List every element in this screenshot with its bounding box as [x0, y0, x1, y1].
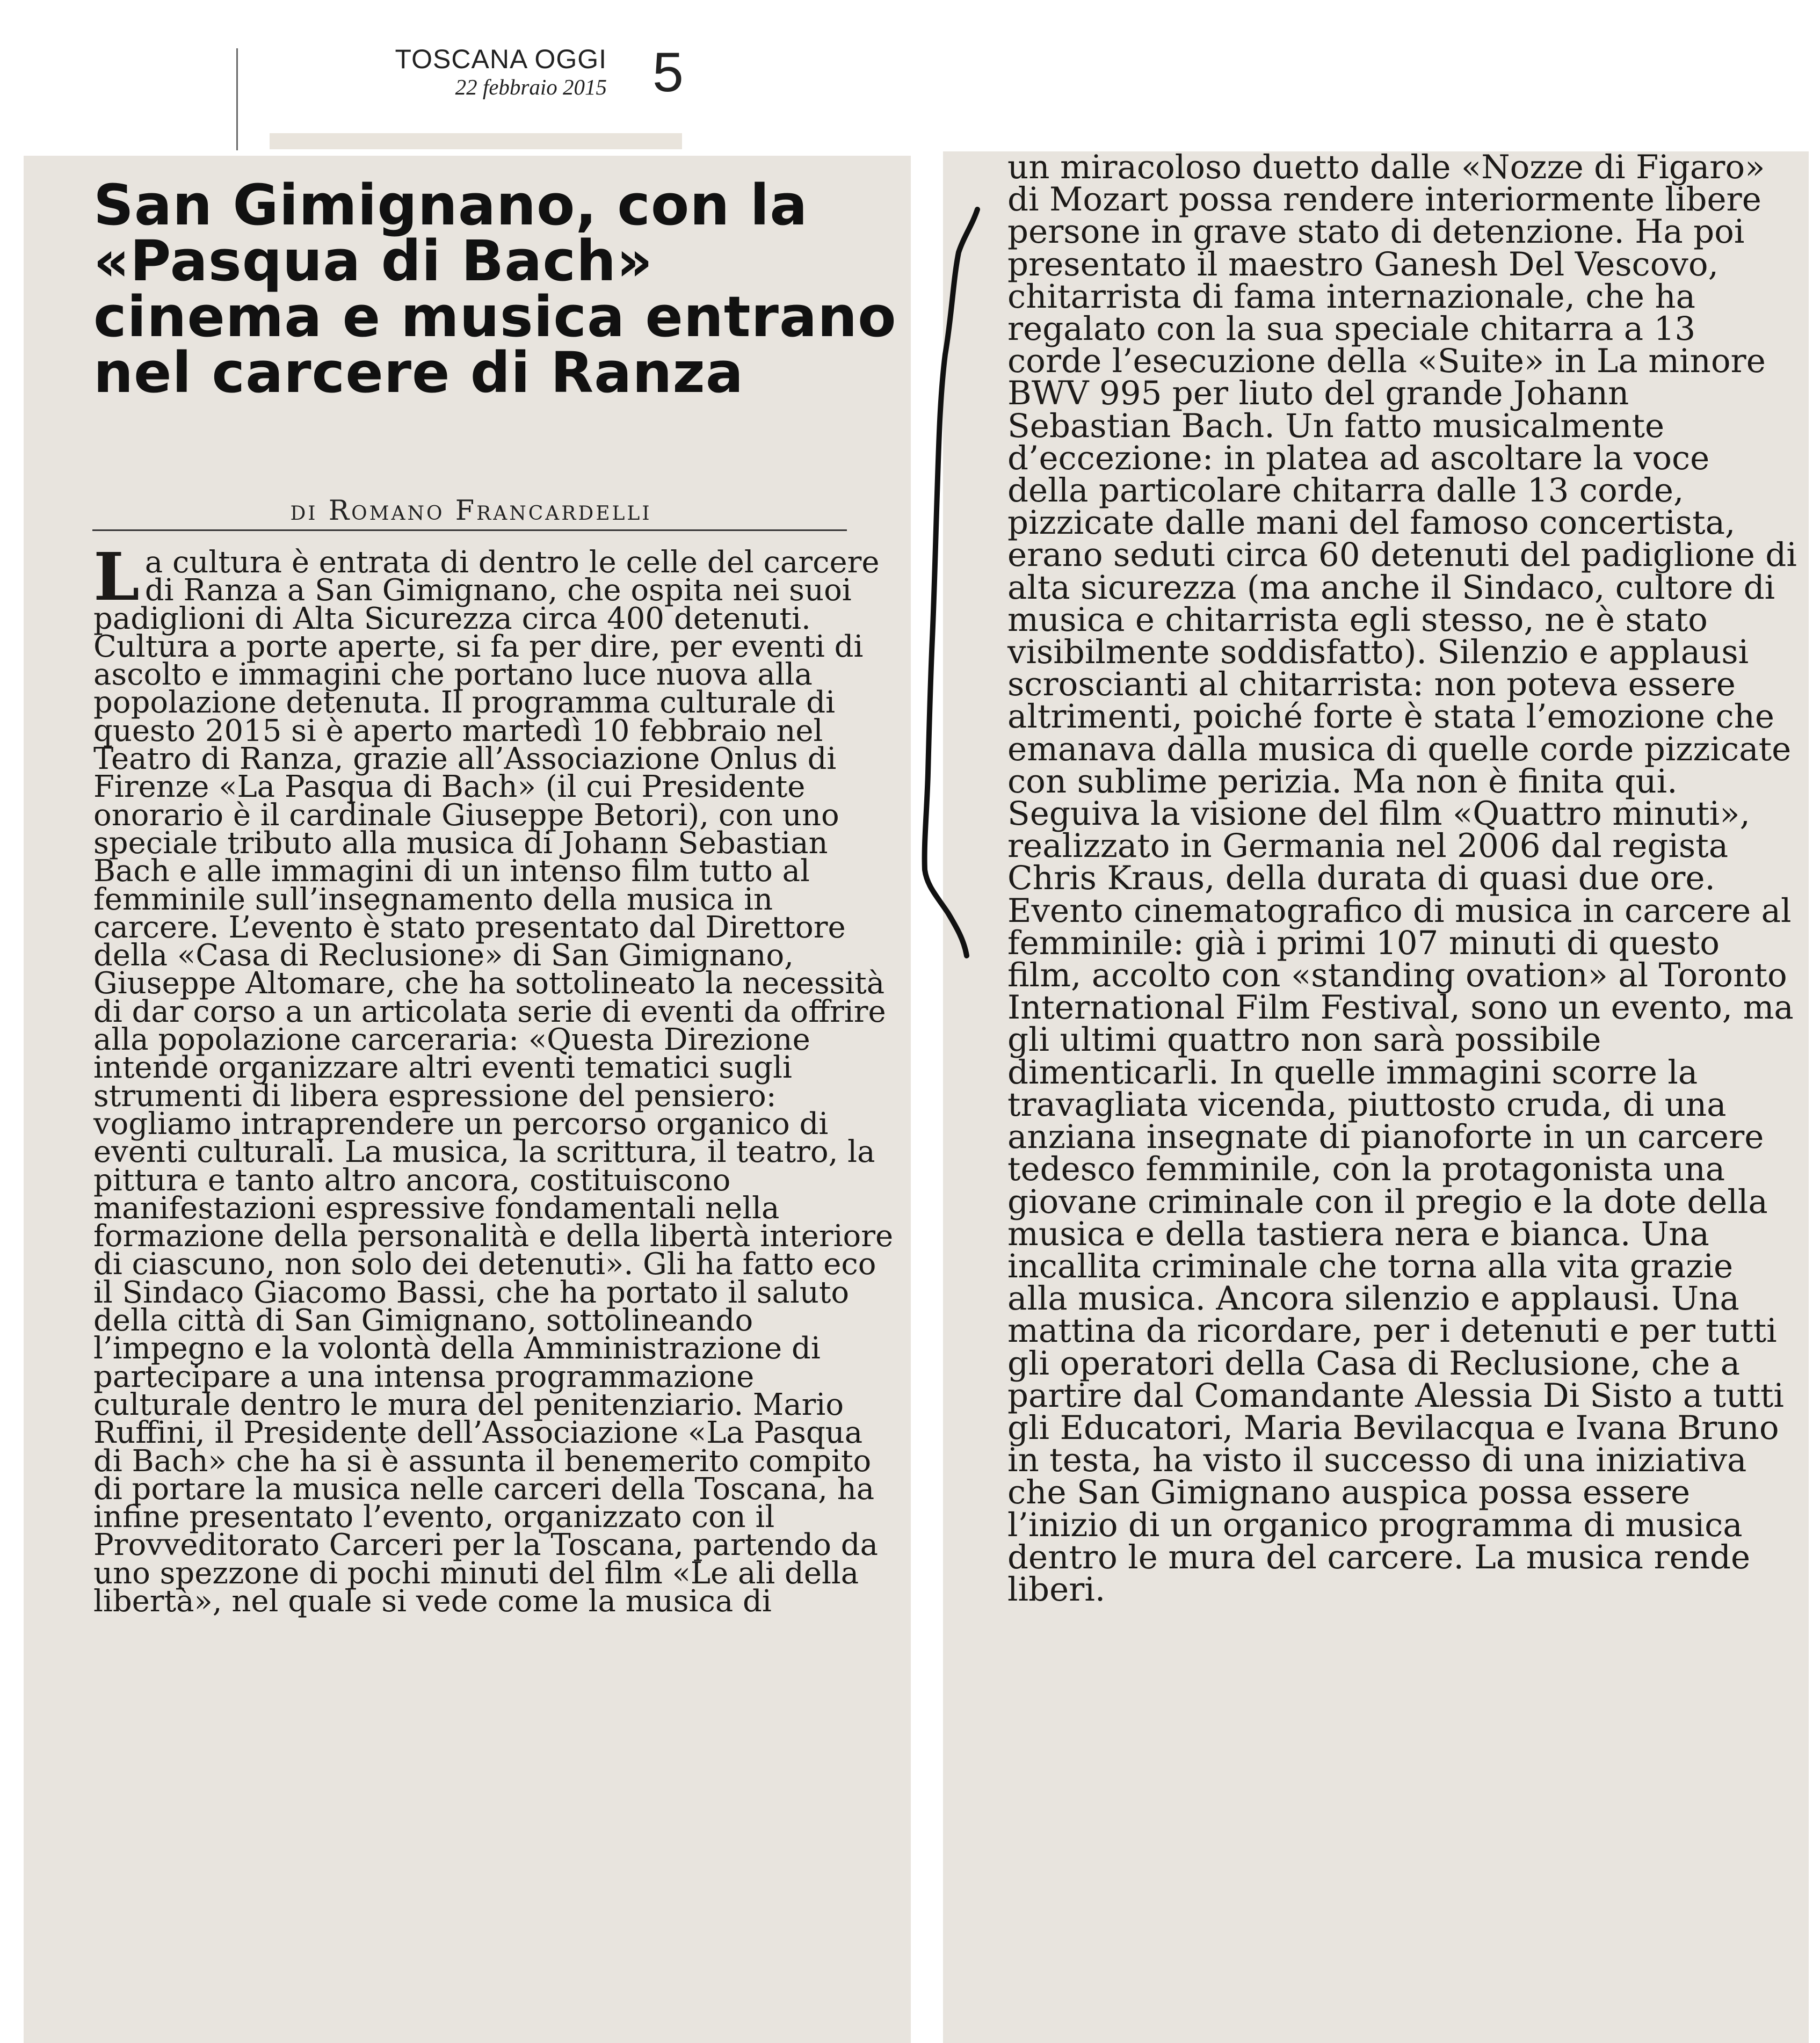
article-column-right — [943, 151, 1809, 2043]
issue-date: 22 febbraio 2015 — [455, 75, 607, 99]
article-body-left — [93, 538, 899, 1619]
byline-divider — [92, 529, 847, 531]
masthead-vertical-rule — [236, 48, 238, 150]
masthead — [376, 43, 607, 99]
masthead-shaded-band — [270, 133, 682, 149]
article-headline: San Gimignano, con la «Pasqua di Bach» cinema e musica entrano nel carcere di Ranza — [93, 172, 897, 405]
page-number: 5 — [652, 41, 684, 104]
article-body-right: un miracoloso duetto dalle «Nozze di Figaro» di Mozart possa rendere interiormente libere persone in grave stato di detenzione. Ha poi presentato il maestro Ganesh Del Vescovo, chitarrista di fama internazionale, che ha regalato con la sua speciale chitarra a 13 corde l’esecuzione della «Suite» in La minore BWV 995 per liuto del grande Johann Sebastian Bach. Un fatto musicalmente d’eccezione: in platea ad ascoltare la voce della particolare chitarra dalle 13 corde, pizzicate dalle mani del famoso concertista, erano seduti circa 60 detenuti del padiglione di alta sicurezza (ma anche il Sindaco, cultore di musica e chitarrista egli stesso, ne è stato visibilmente soddisfatto). Silenzio e applausi scroscianti al chitarrista: non poteva essere altrimenti, poiché forte è stata l’emozione che emanava dalla musica di quelle corde pizzicate con sublime perizia. Ma non è finita qui. Seguiva la visione del film «Quattro minuti», realizzato in Germania nel 2006 dal regista Chris Kraus, della durata di quasi due ore. Evento cinematografico di musica in carcere al femminile: già i primi 107 minuti di questo film, accolto con «standing ovation» al Toronto International Film Festival, sono un evento, ma gli ultimi quattro non sarà possibile dimenticarli. In quelle immagini scorre la travagliata vicenda, piuttosto cruda, di una anziana insegnate di pianoforte in un carcere tedesco femminile, con la protagonista una giovane criminale con il pregio e la dote della musica e della tastiera nera e bianca. Una incallita criminale che torna alla vita grazie alla musica. Ancora silenzio e applausi. Una mattina da ricordare, per i detenuti e per tutti gli operatori della Casa di Reclusione, che a partire dal Comandante Alessia Di Sisto a tutti gli Educatori, Maria Bevilacqua e Ivana Bruno in testa, ha visto il successo di una iniziativa che San Gimignano auspica possa essere l’inizio di un organico programma di musica dentro le mura del carcere. La musica rende liberi. — [1007, 151, 1797, 1609]
handwritten-margin-mark — [913, 193, 994, 988]
article-column-left — [24, 156, 911, 2043]
article-byline: di Romano Francardelli — [290, 495, 652, 527]
drop-cap: L — [93, 538, 140, 615]
article-body-left-text: a cultura è entrata di dentro le celle del carcere di Ranza a San Gimignano, che ospita nei suoi padiglioni di Alta Sicurezza circa 400 detenuti. Cultura a porte aperte, si fa per dire, per eventi di ascolto e immagini che portano luce nuova alla popolazione detenuta. Il programma culturale di questo 2015 si è aperto martedì 10 febbraio nel Teatro di Ranza, grazie all’Associazione Onlus di Firenze «La Pasqua di Bach» (il cui Presidente onorario è il cardinale Giuseppe Betori), con uno speciale tributo alla musica di Johann Sebastian Bach e alle immagini di un intenso film tutto al femminile sull’insegnamento della musica in carcere. L’evento è stato presentato dal Direttore della «Casa di Reclusione» di San Gimignano, Giuseppe Altomare, che ha sottolineato la necessità di dar corso a un articolata serie di eventi da offrire alla popolazione carceraria: «Questa Direzione intende organizzare altri eventi tematici sugli strumenti di libera espressione del pensiero: vogliamo intraprendere un percorso organico di eventi culturali. La musica, la scrittura, il teatro, la pittura e tanto altro ancora, costituiscono manifestazioni espressive fondamentali nella formazione della personalità e della libertà interiore di ciascuno, non solo dei detenuti». Gli ha fatto eco il Sindaco Giacomo Bassi, che ha portato il saluto della città di San Gimignano, sottolineando l’impegno e la volontà della Amministrazione di partecipare a una intensa programmazione culturale dentro le mura del penitenziario. Mario Ruffini, il Presidente dell’Associazione «La Pasqua di Bach» che ha si è assunta il benemerito compito di portare la musica nelle carceri della Toscana, ha infine presentato l’evento, organizzato con il Provveditorato Carceri per la Toscana, partendo da uno spezzone di pochi minuti del film «Le ali della libertà», nel quale si vede come la musica di — [93, 545, 894, 1619]
newspaper-name: TOSCANA OGGI — [395, 44, 607, 74]
